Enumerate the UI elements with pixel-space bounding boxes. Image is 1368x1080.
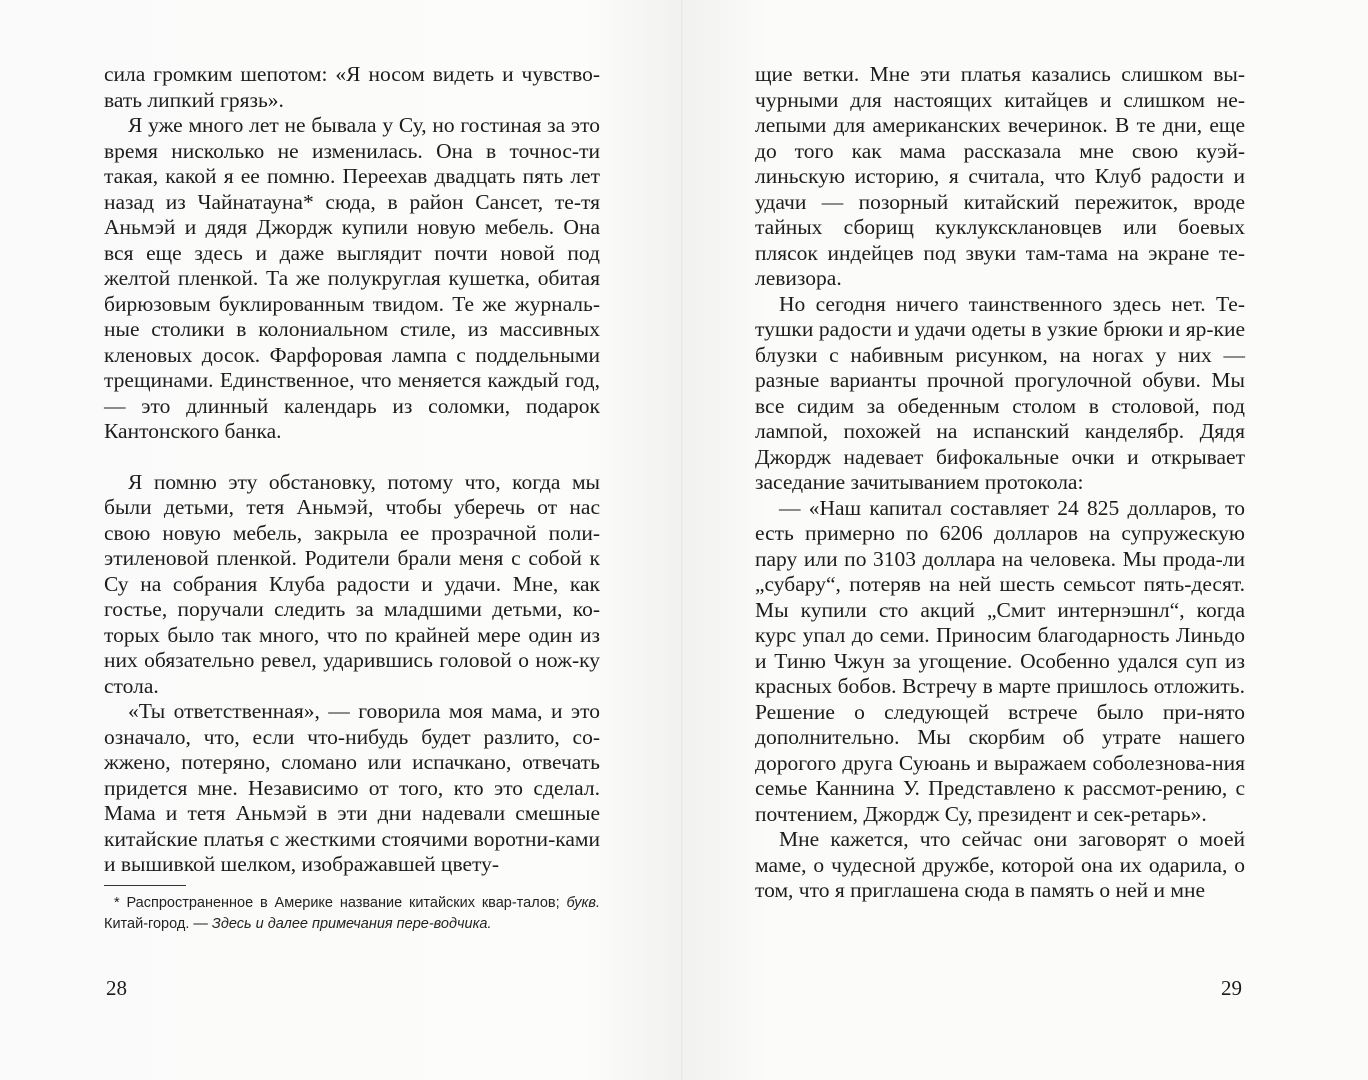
footnote-note: Здесь и далее примечания пере-водчика.	[211, 915, 492, 932]
right-page-text	[755, 62, 1245, 904]
paragraph: щие ветки. Мне эти платья казались слишком вы-чурными для настоящих китайцев и слишком не-лепыми для американских вечеринок. В те дни, еще до того как мама рассказала мне свою куэй-линьскую историю, я считала, что Клуб радости и удачи — позорный китайский пережиток, вроде тайных сборищ куклуксклановцев или боевых плясок индейцев под звуки там-тама на экране те-левизора.	[755, 62, 1245, 290]
page-number: 29	[1221, 976, 1242, 1000]
paragraph: «Ты ответственная», — говорила моя мама, и это означало, что, если что-нибудь будет разлито, со-жжено, потеряно, сломано или испачкано, отвечать придется мне. Независимо от того, кто это сделал. Мама и тетя Аньмэй в эти дни надевали смешные китайские платья с жесткими стоячими воротни-ками и вышивкой шелком, изображавшей цвету-	[104, 699, 600, 876]
footnote-main: * Распространенное в Америке название китайских квар-талов;	[114, 895, 560, 911]
footnote-divider	[104, 885, 186, 886]
footnote-abbr: букв.	[566, 895, 600, 911]
paragraph: сила громким шепотом: «Я носом видеть и чувство-вать липкий грязь».	[104, 62, 600, 112]
paragraph: Но сегодня ничего таинственного здесь нет. Те-тушки радости и удачи одеты в узкие брюки и яр-кие блузки с набивным рисунком, на ногах у них — разные варианты прочной прогулочной обуви. Мы все сидим за обеденным столом в столовой, под лампой, похожей на испанский канделябр. Дядя Джордж надевает бифокальные очки и открывает заседание зачитыванием протокола:	[755, 291, 1245, 494]
footnote-literal: Китай-город. —	[104, 915, 208, 932]
page-number: 28	[106, 976, 127, 1000]
paragraph: Мне кажется, что сейчас они заговорят о моей маме, о чудесной дружбе, которой она их одарила, о том, что я приглашена сюда в память о ней и мне	[755, 827, 1245, 902]
footnote	[104, 893, 600, 934]
paragraph: Я уже много лет не бывала у Су, но гостиная за это время нисколько не изменилась. Она в точнос-ти такая, какой я ее помню. Переехав двадцать пять лет назад из Чайнатауна* сюда, в район Сансет, те-тя Аньмэй и дядя Джордж купили новую мебель. Она вся еще здесь и даже выглядит почти новой под желтой пленкой. Та же полукруглая кушетка, обитая бирюзовым буклированным твидом. Те же журналь-ные столики в колониальном стиле, из массивных кленовых досок. Фарфоровая лампа с поддельными трещинами. Единственное, что меняется каждый год, — это длинный календарь из соломки, подарок Кантонского банка.	[104, 113, 600, 443]
paragraph: Я помню эту обстановку, потому что, когда мы были детьми, тетя Аньмэй, чтобы уберечь от нас свою новую мебель, закрыла ее прозрачной поли-этиленовой пленкой. Родители брали меня с собой к Су на собрания Клуба радости и удачи. Мне, как гостье, поручали следить за младшими детьми, ко-торых было так много, что по крайней мере один из них обязательно ревел, ударившись головой о нож-ку стола.	[104, 469, 600, 698]
paragraph: — «Наш капитал составляет 24 825 долларов, то есть примерно по 6206 долларов на супружескую пару или по 3103 доллара на человека. Мы прода-ли „субару“, потеряв на ней шесть семьсот пять-десят. Мы купили сто акций „Смит интернэшнл“, когда курс упал до семи. Приносим благодарность Линьдо и Тиню Чжун за угощение. Особенно удался суп из красных бобов. Встречу в марте пришлось отложить. Решение о следующей встрече было при-нято дополнительно. Мы скорбим об утрате нашего дорогого друга Суюань и выражаем соболезнова-ния семье Каннина У. Представлено к рассмот-рению, с почтением, Джордж Су, президент и сек-ретарь».	[755, 495, 1245, 826]
right-page	[684, 0, 1368, 1080]
left-page-text	[104, 62, 600, 878]
